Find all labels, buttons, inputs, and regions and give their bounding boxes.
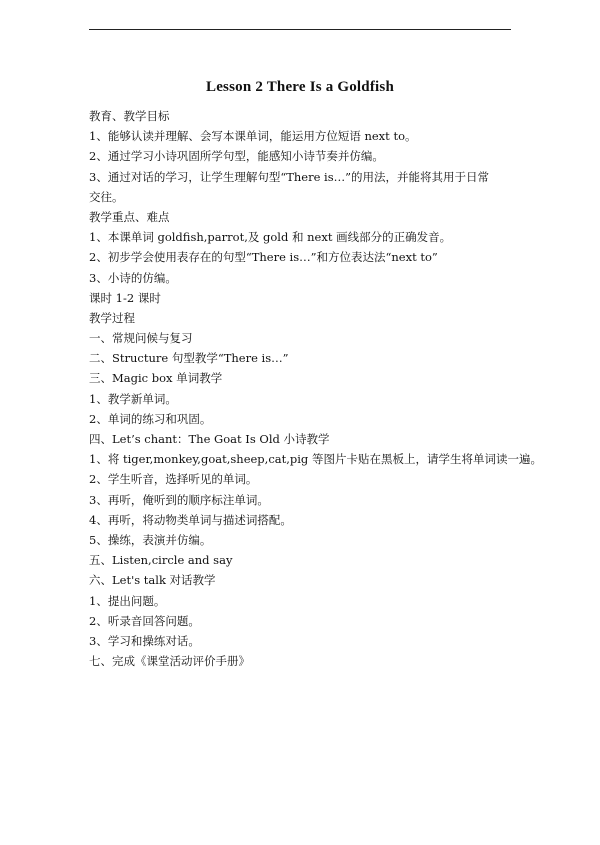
header-rule xyxy=(89,29,511,30)
text-line: 3、通过对话的学习，让学生理解句型“There is…”的用法，并能将其用于日常 xyxy=(89,169,489,184)
text-line: 4、再听，将动物类单词与描述词搭配。 xyxy=(89,512,292,527)
text-line: 教学过程 xyxy=(89,310,135,325)
lesson-plan-body xyxy=(89,106,542,671)
text-line: 1、提出问题。 xyxy=(89,593,166,608)
text-line: 三、Magic box 单词教学 xyxy=(89,371,223,386)
text-line: 2、初步学会使用表存在的句型“There is…”和方位表达法“next to” xyxy=(89,250,438,265)
text-line: 2、通过学习小诗巩固所学句型，能感知小诗节奏并仿编。 xyxy=(89,149,384,164)
text-line: 5、操练，表演并仿编。 xyxy=(89,532,212,547)
text-line: 1、能够认读并理解、会写本课单词，能运用方位短语 next to。 xyxy=(89,129,417,144)
text-line: 教学重点、难点 xyxy=(89,209,170,224)
text-line: 四、Let’s chant：The Goat Is Old 小诗教学 xyxy=(89,432,330,446)
lesson-title: Lesson 2 There Is a Goldfish xyxy=(205,79,394,95)
text-line: 2、学生听音，选择听见的单词。 xyxy=(89,472,258,487)
text-line: 1、将 tiger,monkey,goat,sheep,cat,pig 等图片卡贴在黑板上，请学生将单词读一遍。 xyxy=(89,452,542,467)
text-line: 2、听录音回答问题。 xyxy=(89,613,200,628)
text-line: 2、单词的练习和巩固。 xyxy=(89,411,212,426)
text-line: 六、Let's talk 对话教学 xyxy=(89,573,216,588)
text-line: 课时 1-2 课时 xyxy=(89,290,161,305)
text-line: 3、学习和操练对话。 xyxy=(89,633,200,648)
text-line: 二、Structure 句型教学“There is…” xyxy=(89,351,289,366)
text-line: 五、Listen,circle and say xyxy=(89,553,233,568)
text-line: 3、小诗的仿编。 xyxy=(89,270,177,285)
text-line: 交往。 xyxy=(89,189,124,204)
text-line: 3、再听，俺听到的顺序标注单词。 xyxy=(89,492,269,507)
text-line: 1、本课单词 goldfish,parrot,及 gold 和 next 画线部分的正确发音。 xyxy=(89,230,452,245)
text-line: 一、常规问候与复习 xyxy=(89,331,193,346)
text-line: 教育、教学目标 xyxy=(89,109,170,123)
text-line: 七、完成《课堂活动评价手册》 xyxy=(89,654,250,669)
text-line: 1、教学新单词。 xyxy=(89,391,177,406)
